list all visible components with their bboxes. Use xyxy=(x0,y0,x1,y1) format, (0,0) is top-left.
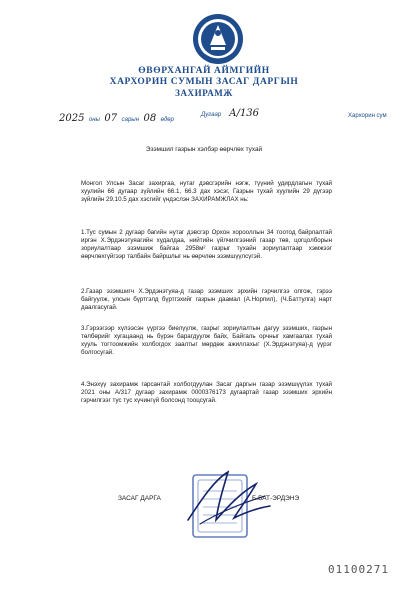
signatory-title: ЗАСАГ ДАРГА xyxy=(118,495,161,502)
document-date xyxy=(59,108,174,126)
handwritten-signature xyxy=(170,462,280,542)
number-label: Дугаар xyxy=(201,112,222,118)
paragraph-3: 3.Гэрээгээр хүлээсэн үүргээ биелүүлж, газрыг зориулалтын дагуу эзэмших, газрын төлбөрийг хугацаанд нь бүрэн барагдуулж байх, Байгаль орчныг хамгаалах тухай хууль тогтоомжийн холбогдох заалтыг мөрдөж ажиллахыг (Х.Эрдэнэтуяа)-д үүрэг болгосугай. xyxy=(81,325,332,357)
document-type: ЗАХИРАМЖ xyxy=(175,88,233,98)
org-name-line2: ХАРХОРИН СУМЫН ЗАСАГ ДАРГЫН xyxy=(109,77,299,87)
state-emblem-icon xyxy=(191,11,245,67)
document-subject: Эзэмшил газрын хэлбэр өөрчлөх тухай xyxy=(145,146,263,153)
date-year-suffix: оны xyxy=(88,117,100,123)
document-number: А/136 xyxy=(229,108,260,119)
date-day: 08 xyxy=(143,113,157,124)
date-month-suffix: сарын xyxy=(121,117,139,123)
paragraph-4: 4.Энэхүү захирамж гарсантай холбогдуулан Засаг даргын газар эзэмшүүлэх тухай 2021 оны А/317 дугаар захирамж 0000376173 дугаартай газар эзэмших эрхийн гэрчилгээг тус тус хүчингүй болсонд тооцсугай. xyxy=(81,381,332,405)
paragraph-1: 1.Тус сумын 2 дугаар багийн нутаг дэвсгэр Орхон хорооллын 34 тоотод байрлалтай иргэн Х.Эрдэнэтуяагийн худалдаа, нийтийн үйлчилгээний газар төв, цогцолборын зориулалтаар эзэмшиж байгаа 2958м² газрыг тухайн зориулалтаар хэмжээг өөрчлөхгүйгээр талбайн байршлыг нь өөрчлөн эзэмшүүлсүгэй. xyxy=(81,229,332,261)
paragraph-preamble: Монгол Улсын Засаг захиргаа, нутаг дэвсгэрийн нэгж, түүний удирдлагын тухай хуулийн 66 дугаар зүйлийн 66.1, 66.3 дах хэсэг, Газрын тухай хуулийн 29 дүгээр зүйлийн 29.10.5 дах хэсгийг үндэслэн ЗАХИРАМЖЛАХ нь: xyxy=(81,180,332,204)
date-year: 2025 xyxy=(59,113,85,124)
org-name-line1: ӨВӨРХАНГАЙ АЙМГИЙН xyxy=(138,66,270,76)
paragraph-2: 2.Газар эзэмшигч Х.Эрдэнэтуяа-д газар эзэмших эрхийн гэрчилгээ олгож, гэрээ байгуулж, улсын бүртгэлд бүртгэхийг газрын даамал (А.Норпил), (Ч.Баттулга) нарт даалгасугай. xyxy=(81,288,332,312)
date-month: 07 xyxy=(104,113,118,124)
serial-number: 01100271 xyxy=(328,563,389,576)
signatory-name: Б.БАТ-ЭРДЭНЭ xyxy=(252,495,300,502)
document-place: Хархорин сум xyxy=(348,113,387,119)
date-day-suffix: өдөр xyxy=(160,117,174,123)
